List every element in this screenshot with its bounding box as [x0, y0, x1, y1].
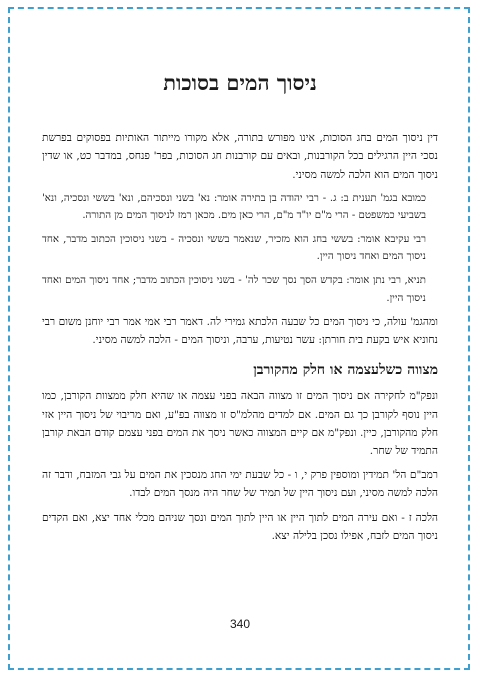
article: [42, 70, 438, 551]
halacha-paragraph: הלכה ז - ואם עירה המים לתוך היין או היין לתוך המים ונסך שניהם מכלי אחד יצא, ואם הקדים ניסוך המים לזבח, אפילו נסכן בלילה יצא.: [42, 511, 438, 542]
quote-rabbi-yehuda: כמובא בגמ' תענית ב: ג. - רבי יהודה בן בתירה אומר: נא' בשני ונסכיהם, ונא' בששי ונסכיה, ונא' בשביעי כמשפטם - הרי מ"ם יו"ד מ"ם, הרי כאן מים. מכאן רמז לניסוך המים מן התורה.: [42, 192, 426, 222]
quote-rabbi-akiva: רבי עקיבא אומר: בששי בחג הוא מזכיר, שנאמר בששי ונסכיה - בשני ניסוכין הכתוב מדבר, אחד ניסוך המים ואחד ניסוך היין.: [42, 233, 426, 263]
intro-paragraph: דין ניסוך המים בחג הסוכות, אינו מפורש בתורה, אלא מקורו מייתור האותיות בפסוקים בפרשת נסכי היין הרגילים בכל הקורבנות, ובאים עם קורבנות חג הסוכות, בפר' פנחס, במדבר כט, או שדין ניסוך המים הוא הלכה למשה מסיני.: [42, 132, 438, 181]
quote-rabbi-natan: תניא, רבי נתן אומר: בקדש הסך נסך שכר לה' - בשני ניסוכין הכתוב מדבר; אחד ניסוך המים ואחד ניסוך היין.: [42, 275, 426, 304]
gemara-paragraph: ומהגמ' עולה, כי ניסוך המים כל שבעה הלכתא גמירי לה. דאמר רבי אמי אמר רבי יוחנן משום רבי נחוניא איש בקעת בית חורתן: עשר נטיעות, ערבה, וניסוך המים - הלכה למשה מסיני.: [42, 316, 438, 347]
inquiry-paragraph: ונפק"מ לחקירה אם ניסוך המים זו מצווה הבאה בפני עצמה או שהיא חלק ממצוות הקורבן, כמו היין נוסף לקורבן כך גם המים. אם למדים מהלמ"ס זו מצווה בפ"ע, ואם מריבוי של ניסוך היין אזי חלק מהקורבן, כיין. ונפק"מ אם קיים המצווה כאשר ניסך את המים בפני עצמם קודם הבאת קורבן התמיד של שחר.: [42, 390, 438, 458]
page-number: 340: [229, 617, 251, 631]
section-heading: מצווה כשלעצמה או חלק מהקורבן: [253, 361, 438, 378]
page-title: ניסוך המים בסוכות: [163, 70, 317, 95]
rambam-paragraph: רמב"ם הל' תמידין ומוספין פרק י, ו - כל שבעת ימי החג מנסכין את המים על גבי המזבח, ודבר זה הלכה למשה מסיני, ועם ניסוך היין של תמיד של שחר היה מנסך המים לבדו.: [42, 469, 438, 500]
